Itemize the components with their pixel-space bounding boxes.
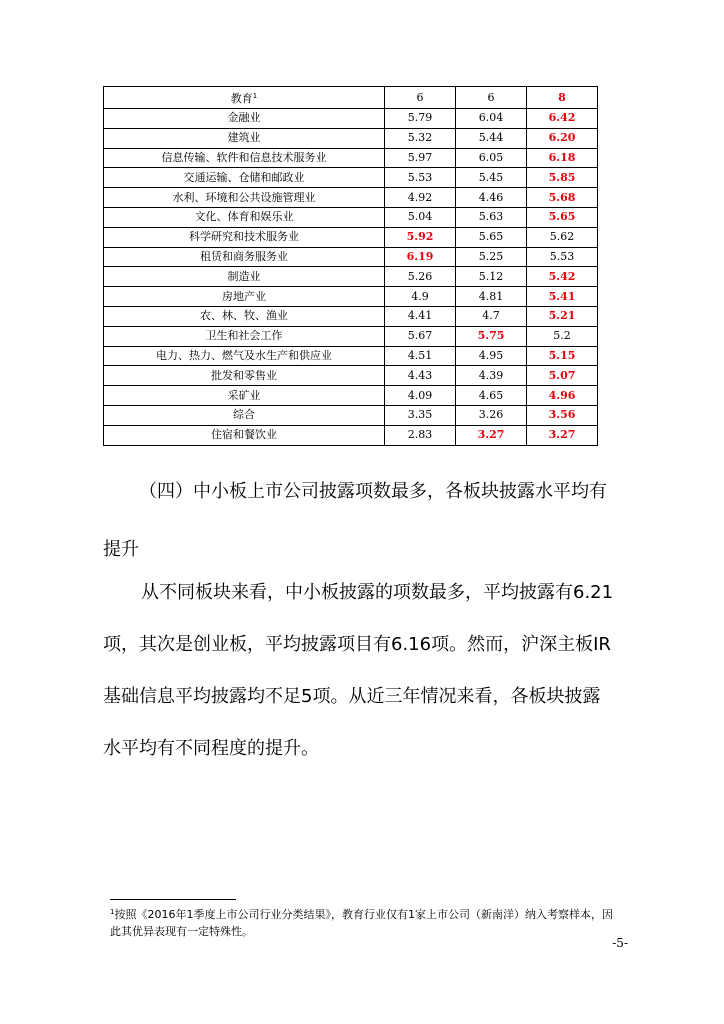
value-cell-v2018: 5.65: [527, 207, 598, 227]
footnote-text: 按照《2016年1季度上市公司行业分类结果》，教育行业仅有1家上市公司（新南洋）纳入考察样本，因此其优异表现有一定特殊性。: [110, 908, 613, 938]
industry-name: 租赁和商务服务业: [200, 249, 288, 263]
value-cell-v2018: 6.20: [527, 128, 598, 148]
table-row: [104, 227, 598, 247]
value-cell-v2016: 5.53: [385, 168, 456, 188]
industry-cell: [104, 227, 385, 247]
value-cell-v2018: 5.62: [527, 227, 598, 247]
industry-cell: [104, 405, 385, 425]
value-cell-v2017: 4.46: [456, 188, 527, 208]
industry-cell: [104, 326, 385, 346]
value-cell-v2018: 5.53: [527, 247, 598, 267]
value-cell-v2017: 6.05: [456, 148, 527, 168]
table-row: [104, 168, 598, 188]
value-cell-v2017: 5.65: [456, 227, 527, 247]
section-heading: （四）中小板上市公司披露项数最多，各板块披露水平均有提升: [103, 481, 607, 560]
table-row: [104, 148, 598, 168]
industry-name: 金融业: [227, 111, 261, 125]
industry-name: 住宿和餐饮业: [211, 428, 277, 442]
table-row: [104, 207, 598, 227]
value-cell-v2018: 5.07: [527, 366, 598, 386]
footnote: [110, 904, 620, 940]
industry-name: 科学研究和技术服务业: [189, 230, 299, 244]
value-cell-v2018: 5.41: [527, 287, 598, 307]
industry-cell: [104, 306, 385, 326]
value-cell-v2017: 4.81: [456, 287, 527, 307]
value-cell-v2018: 3.27: [527, 425, 598, 445]
value-cell-v2018: 6.42: [527, 109, 598, 129]
value-cell-v2017: 5.63: [456, 207, 527, 227]
table-row: [104, 386, 598, 406]
industry-cell: [104, 425, 385, 445]
industry-cell: [104, 87, 385, 109]
value-cell-v2016: 5.92: [385, 227, 456, 247]
value-cell-v2016: 4.51: [385, 346, 456, 366]
value-cell-v2016: 4.41: [385, 306, 456, 326]
table-row: [104, 287, 598, 307]
industry-cell: [104, 366, 385, 386]
page-number: -5-: [612, 936, 628, 950]
industry-name: 教育: [230, 92, 253, 105]
value-cell-v2018: 5.42: [527, 267, 598, 287]
industry-cell: [104, 346, 385, 366]
industry-name: 卫生和社会工作: [205, 329, 283, 343]
value-cell-v2018: 4.96: [527, 386, 598, 406]
table-row: [104, 326, 598, 346]
footnote-mark: 1: [110, 908, 115, 916]
value-cell-v2017: 4.7: [456, 306, 527, 326]
industry-name: 综合: [233, 408, 255, 422]
table-row: [104, 306, 598, 326]
industry-cell: [104, 247, 385, 267]
value-cell-v2017: 3.26: [456, 405, 527, 425]
industry-name: 信息传输、软件和信息技术服务业: [161, 150, 327, 164]
industry-name: 房地产业: [222, 289, 266, 303]
value-cell-v2017: 5.44: [456, 128, 527, 148]
industry-cell: [104, 109, 385, 129]
value-cell-v2017: 4.95: [456, 346, 527, 366]
value-cell-v2016: 5.79: [385, 109, 456, 129]
industry-cell: [104, 148, 385, 168]
industry-name: 制造业: [227, 269, 261, 283]
value-cell-v2016: 5.32: [385, 128, 456, 148]
industry-name: 采矿业: [227, 388, 261, 402]
value-cell-v2018: 5.85: [527, 168, 598, 188]
value-cell-v2018: 5.68: [527, 188, 598, 208]
value-cell-v2017: 6.04: [456, 109, 527, 129]
industry-disclosure-table: [103, 86, 598, 446]
industry-name: 电力、热力、燃气及水生产和供应业: [156, 348, 332, 362]
industry-cell: [104, 188, 385, 208]
value-cell-v2016: 3.35: [385, 405, 456, 425]
value-cell-v2016: 6.19: [385, 247, 456, 267]
industry-name: 交通运输、仓储和邮政业: [183, 170, 305, 184]
value-cell-v2016: 6: [385, 87, 456, 109]
table-row: [104, 109, 598, 129]
value-cell-v2017: 5.45: [456, 168, 527, 188]
value-cell-v2016: 5.04: [385, 207, 456, 227]
table-row: [104, 267, 598, 287]
industry-cell: [104, 207, 385, 227]
value-cell-v2016: 5.97: [385, 148, 456, 168]
value-cell-v2016: 5.67: [385, 326, 456, 346]
value-cell-v2016: 2.83: [385, 425, 456, 445]
table-row: [104, 366, 598, 386]
value-cell-v2018: 5.2: [527, 326, 598, 346]
value-cell-v2018: 6.18: [527, 148, 598, 168]
value-cell-v2018: 5.21: [527, 306, 598, 326]
industry-cell: [104, 128, 385, 148]
table-body: [104, 87, 598, 446]
table-row: [104, 346, 598, 366]
table-row: [104, 128, 598, 148]
industry-name: 建筑业: [227, 131, 261, 145]
value-cell-v2016: 4.92: [385, 188, 456, 208]
industry-name: 农、林、牧、渔业: [200, 309, 288, 323]
value-cell-v2017: 5.25: [456, 247, 527, 267]
value-cell-v2018: 8: [527, 87, 598, 109]
table-row: [104, 247, 598, 267]
table-row: [104, 405, 598, 425]
industry-cell: [104, 287, 385, 307]
value-cell-v2016: 5.26: [385, 267, 456, 287]
value-cell-v2016: 4.43: [385, 366, 456, 386]
industry-cell: [104, 168, 385, 188]
industry-name: 文化、体育和娱乐业: [194, 210, 294, 224]
value-cell-v2017: 5.12: [456, 267, 527, 287]
value-cell-v2018: 5.15: [527, 346, 598, 366]
footnote-reference: 1: [252, 92, 258, 100]
value-cell-v2017: 4.65: [456, 386, 527, 406]
body-paragraph: 从不同板块来看，中小板披露的项数最多，平均披露有6.21项，其次是创业板，平均披露项目有6.16项。然而，沪深主板IR基础信息平均披露均不足5项。从近三年情况来看，各板块披露水平均有不同程度的提升。: [103, 582, 614, 759]
value-cell-v2017: 6: [456, 87, 527, 109]
table-row: [104, 188, 598, 208]
value-cell-v2017: 4.39: [456, 366, 527, 386]
footnote-divider: [110, 899, 236, 900]
value-cell-v2016: 4.09: [385, 386, 456, 406]
table-row: [104, 87, 598, 109]
industry-name: 水利、环境和公共设施管理业: [172, 190, 316, 204]
value-cell-v2016: 4.9: [385, 287, 456, 307]
table-row: [104, 425, 598, 445]
industry-cell: [104, 267, 385, 287]
value-cell-v2017: 5.75: [456, 326, 527, 346]
value-cell-v2018: 3.56: [527, 405, 598, 425]
industry-cell: [104, 386, 385, 406]
industry-name: 批发和零售业: [211, 368, 277, 382]
value-cell-v2017: 3.27: [456, 425, 527, 445]
